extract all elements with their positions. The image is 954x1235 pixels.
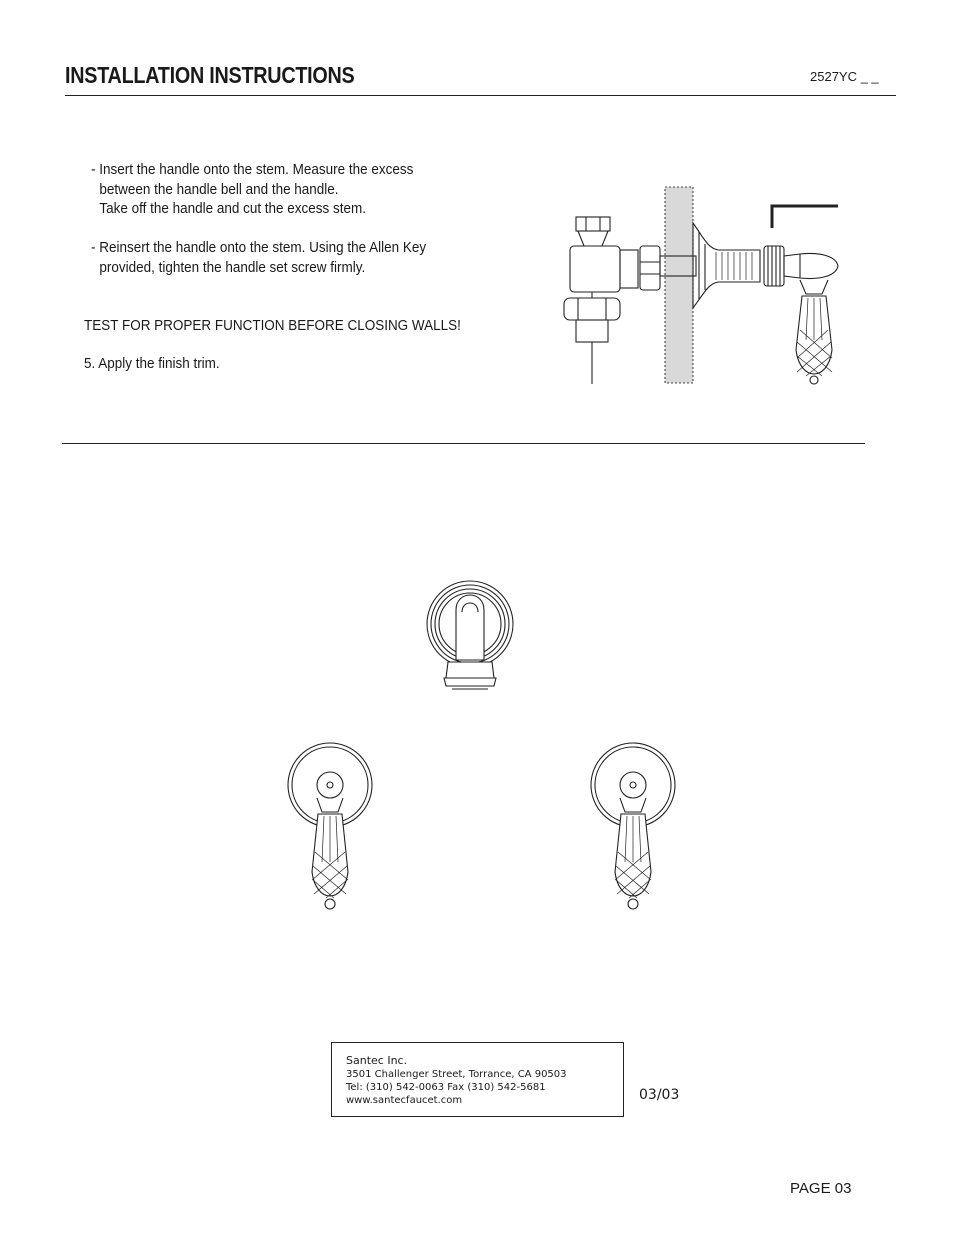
step-line: provided, tighten the handle set screw firmly. <box>99 259 366 276</box>
step-finish-trim: 5. Apply the finish trim. <box>84 356 220 372</box>
step-line: - Insert the handle onto the stem. Measure the excess <box>91 162 414 178</box>
step-line: Take off the handle and cut the excess stem. <box>99 201 366 217</box>
step-handle-insert <box>91 161 413 220</box>
company-phone: Tel: (310) 542-0063 Fax (310) 542-5681 <box>346 1082 546 1093</box>
handle-cap <box>784 254 838 279</box>
handle-lever <box>800 280 828 294</box>
company-address: 3501 Challenger Street, Torrance, CA 90503 <box>346 1069 567 1080</box>
step-line: between the handle bell and the handle. <box>99 181 339 198</box>
company-website: www.santecfaucet.com <box>346 1095 463 1106</box>
step-line: - Reinsert the handle onto the stem. Using the Allen Key <box>91 240 427 256</box>
page-number: PAGE 03 <box>790 1180 852 1197</box>
step-handle-reinsert <box>91 239 426 278</box>
wall-section <box>665 187 693 383</box>
section-divider <box>62 443 865 444</box>
handle-hub <box>764 246 784 286</box>
valve-body <box>570 246 620 292</box>
model-number: 2527YC _ _ <box>810 69 879 84</box>
test-warning: TEST FOR PROPER FUNCTION BEFORE CLOSING WALLS! <box>84 318 461 334</box>
page-title: INSTALLATION INSTRUCTIONS <box>65 62 355 88</box>
measure-bracket <box>772 206 838 228</box>
header-divider <box>65 95 896 96</box>
company-address-box <box>331 1042 624 1117</box>
valve-stem <box>660 256 696 276</box>
company-name: Santec Inc. <box>346 1054 408 1067</box>
revision-date: 03/03 <box>639 1087 680 1103</box>
valve-nut <box>564 298 620 320</box>
escutcheon-bell <box>693 223 760 308</box>
valve-cap <box>576 217 610 231</box>
